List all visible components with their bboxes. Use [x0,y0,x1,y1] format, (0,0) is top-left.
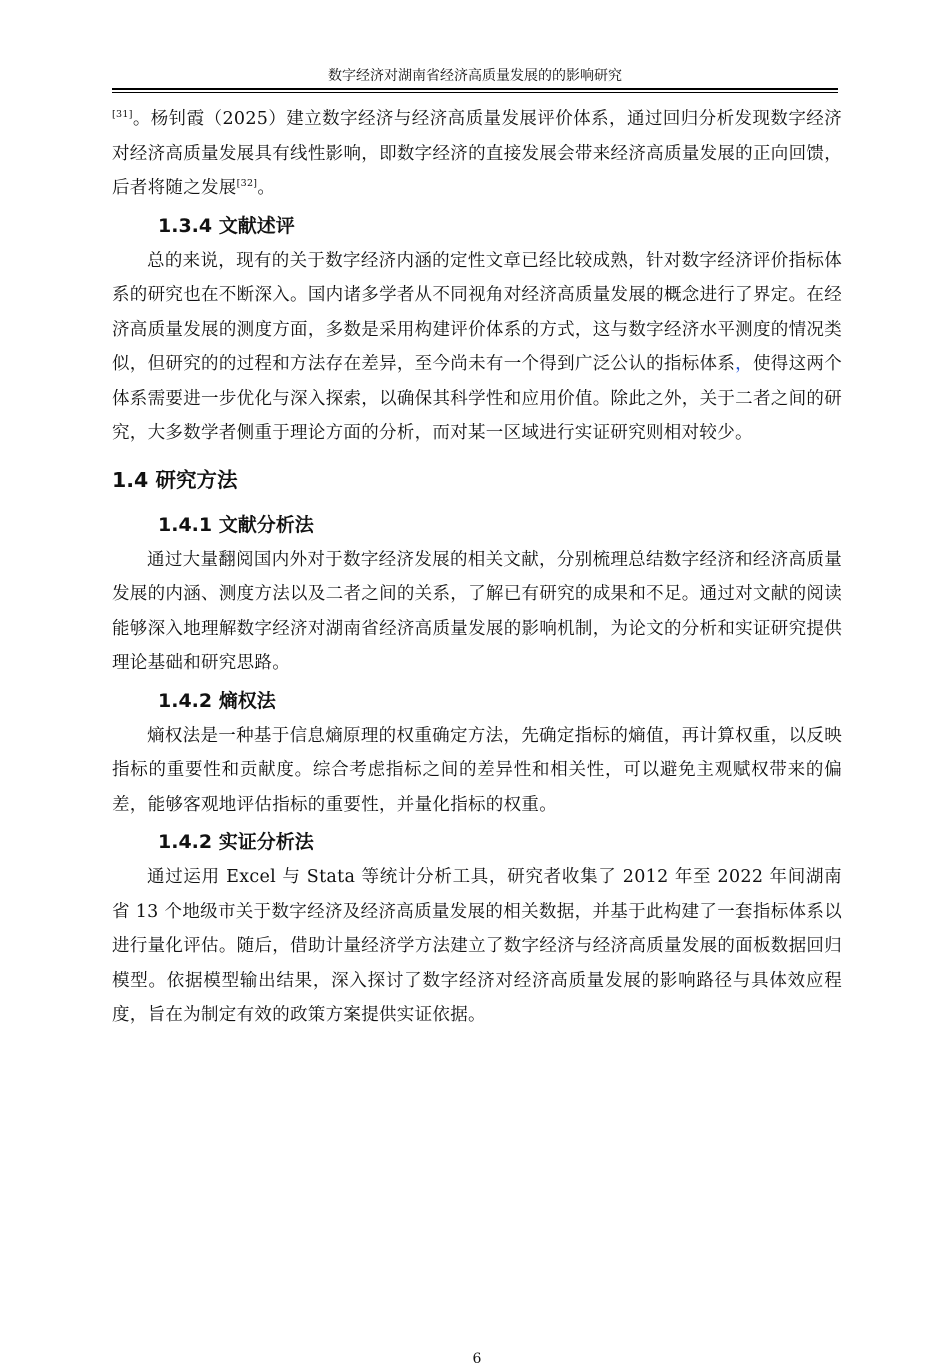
section-heading-1-4-2-empirical: 1.4.2 实证分析法 [158,831,314,853]
section-heading-1-4-2-entropy: 1.4.2 熵权法 [158,689,276,712]
citation-ref: [32] [236,178,258,189]
paragraph-text: 。杨钊霞（2025）建立数字经济与经济高质量发展评价体系，通过回归分析发现数字经济对经济高质量发展具有线性影响，即数字经济的直接发展会带来经济高质量发展的正向回馈，后者将随之发展 [112,109,842,198]
comma-mark: ， [735,354,753,374]
paragraph-entropy-method: 熵权法是一种基于信息熵原理的权重确定方法，先确定指标的熵值，再计算权重，以反映指标的重要性和贡献度。综合考虑指标之间的差异性和相关性，可以避免主观赋权带来的偏差，能够客观地评估指标的重要性，并量化指标的权重。 [112,725,842,815]
paragraph-literature-analysis: 通过大量翻阅国内外对于数字经济发展的相关文献，分别梳理总结数字经济和经济高质量发展的内涵、测度方法以及二者之间的关系，了解已有研究的成果和不足。通过对文献的阅读能够深入地理解数字经济对湖南省经济高质量发展的影响机制，为论文的分析和实证研究提供理论基础和研究思路。 [112,549,842,673]
citation-ref: [31] [112,109,133,120]
paragraph-literature-review [112,244,842,451]
section-heading-1-3-4: 1.3.4 文献述评 [158,214,295,237]
header-rule [112,88,838,93]
section-heading-1-4: 1.4 研究方法 [112,467,238,492]
paragraph-continuation [112,102,842,206]
section-heading-1-4-1: 1.4.1 文献分析法 [158,513,314,536]
paragraph-text: 。 [257,178,276,198]
paragraph-empirical-analysis: 通过运用 Excel 与 Stata 等统计分析工具，研究者收集了 2012 年至 2022 年间湖南省 13 个地级市关于数字经济及经济高质量发展的相关数据，并基于此构建了一套指标体系以进行量化评估。随后，借助计量经济学方法建立了数字经济与经济高质量发展的面板数据回归模型。依据模型输出结果，深入探讨了数字经济对经济高质量发展的影响路径与具体效应程度，旨在为制定有效的政策方案提供实证依据。 [112,867,842,1025]
page-body [112,102,843,1367]
paragraph-text: 总的来说，现有的关于数字经济内涵的定性文章已经比较成熟，针对数字经济评价指标体系的研究也在不断深入。国内诸多学者从不同视角对经济高质量发展的概念进行了界定。在经济高质量发展的测度方面，多数是采用构建评价体系的方式，这与数字经济水平测度的情况类似，但研究的的过程和方法存在差异，至今尚未有一个得到广泛公认的指标体系 [112,250,842,374]
paragraph-text: 使得这两个体系需要进一步优化与深入探索，以确保其科学性和应用价值。除此之外，关于二者之间的研究，大多数学者侧重于理论方面的分析，而对某一区域进行实证研究则相对较少。 [112,354,843,443]
running-header: 数字经济对湖南省经济高质量发展的的影响研究 [328,68,622,84]
page-number: 6 [472,1351,482,1367]
